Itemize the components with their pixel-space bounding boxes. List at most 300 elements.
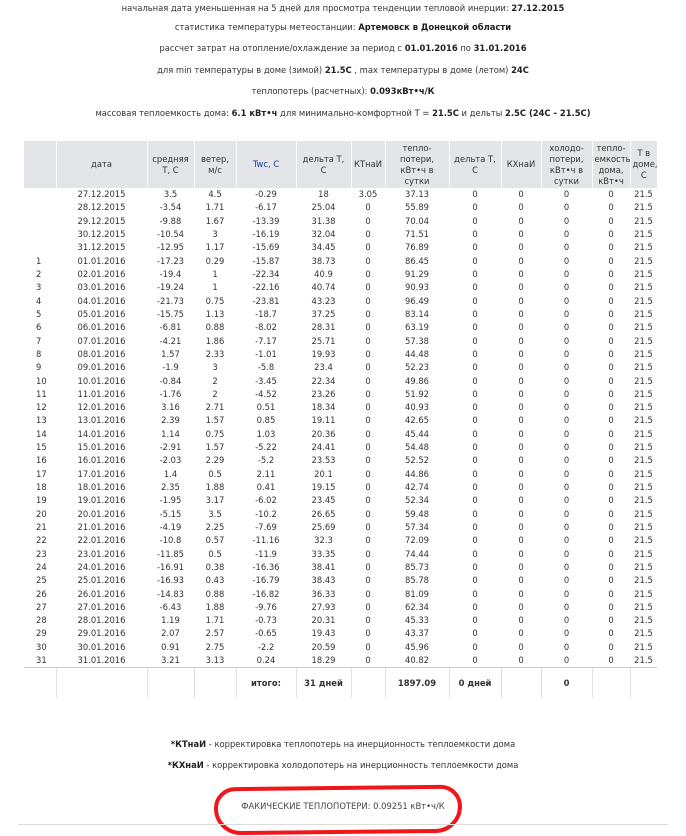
table-cell: 20.31 xyxy=(311,615,336,626)
table-cell: 16.01.2016 xyxy=(77,455,126,466)
table-cell: 2.33 xyxy=(205,348,225,359)
table-cell: -22.16 xyxy=(252,282,280,293)
table-cell: 33.35 xyxy=(311,548,336,559)
table-row xyxy=(24,587,657,600)
table-cell: 21.5 xyxy=(634,601,653,612)
table-cell: -0.29 xyxy=(255,189,277,200)
table-cell: 29 xyxy=(36,628,47,639)
totals-row xyxy=(24,668,657,699)
table-cell: 0 xyxy=(518,282,524,293)
table-row xyxy=(24,215,657,228)
table-cell: 0 xyxy=(472,521,478,532)
table-cell: 21.01.2016 xyxy=(77,521,126,532)
table-cell: 0 xyxy=(472,482,478,493)
column-header: дельта Т, С xyxy=(296,141,351,188)
table-cell: 1.67 xyxy=(205,215,225,226)
table-cell: 0 xyxy=(608,641,614,652)
table-cell: 0 xyxy=(518,229,524,240)
table-cell: 0 xyxy=(608,561,614,572)
table-cell: -0.65 xyxy=(255,628,277,639)
table-cell: 23.53 xyxy=(311,455,336,466)
table-cell: 14.01.2016 xyxy=(77,428,126,439)
table-cell: 20 xyxy=(36,508,47,519)
table-cell: 0 xyxy=(472,575,478,586)
table-cell: 31.12.2015 xyxy=(77,242,126,253)
table-cell: 32.3 xyxy=(314,535,333,546)
table-cell: 0 xyxy=(365,215,371,226)
table-cell: 0 xyxy=(365,335,371,346)
table-cell: 27 xyxy=(36,601,47,612)
table-cell: 1.4 xyxy=(163,468,178,479)
table-cell: 13.01.2016 xyxy=(77,415,126,426)
table-cell: 0 xyxy=(365,561,371,572)
table-row xyxy=(24,308,657,321)
table-cell: -4.52 xyxy=(255,388,277,399)
table-cell: -4.19 xyxy=(159,521,182,532)
table-cell: 0.75 xyxy=(205,295,225,306)
table-row xyxy=(24,508,657,521)
table-row xyxy=(24,441,657,454)
table-cell: 0 xyxy=(608,215,614,226)
table-cell: 3.05 xyxy=(358,189,378,200)
table-cell: 0 xyxy=(472,655,478,666)
table-cell: 40.82 xyxy=(405,655,429,666)
table-cell: 45.33 xyxy=(405,615,429,626)
table-cell: 54.48 xyxy=(405,442,429,453)
table-cell: 0.38 xyxy=(205,561,225,572)
table-cell: 72.09 xyxy=(405,535,429,546)
table-row xyxy=(24,481,657,494)
table-cell: 28.12.2015 xyxy=(77,202,126,213)
table-cell: 30.12.2015 xyxy=(77,229,126,240)
column-header: ветер, м/с xyxy=(194,141,236,188)
table-cell: 57.38 xyxy=(405,335,429,346)
table-row xyxy=(24,241,657,254)
table-cell: 0 xyxy=(563,535,570,546)
table-cell: 0 xyxy=(518,295,524,306)
table-cell: 23.4 xyxy=(314,362,333,373)
table-cell: 3.13 xyxy=(205,655,225,666)
table-cell: 25.04 xyxy=(311,202,336,213)
table-row xyxy=(24,268,657,281)
table-cell: 90.93 xyxy=(405,282,429,293)
table-cell: 0 xyxy=(518,242,524,253)
table-cell: 21.5 xyxy=(634,282,653,293)
table-cell: 0 xyxy=(608,189,614,200)
column-header: дата xyxy=(56,141,147,188)
table-row xyxy=(24,614,657,627)
table-cell: 3.17 xyxy=(205,495,225,506)
table-cell: 63.19 xyxy=(405,322,429,333)
table-cell: 12.01.2016 xyxy=(77,402,126,413)
total-days-heat: 31 дней xyxy=(296,668,351,699)
table-cell: 05.01.2016 xyxy=(77,308,126,319)
table-cell: 0 xyxy=(365,455,371,466)
table-cell: 34.45 xyxy=(311,242,336,253)
table-cell: 74.44 xyxy=(405,548,429,559)
table-cell: 0 xyxy=(608,322,614,333)
table-cell: 38.43 xyxy=(311,575,336,586)
table-cell: 0 xyxy=(563,415,570,426)
table-cell: 18.34 xyxy=(311,402,336,413)
table-cell: 26.65 xyxy=(311,508,336,519)
table-cell: 76.89 xyxy=(405,242,429,253)
temperature-line: для min температуры в доме (зимой) 21.5C , max температуры в доме (летом) 24C xyxy=(157,64,529,75)
table-cell: 0 xyxy=(563,455,570,466)
table-cell: -23.81 xyxy=(252,295,280,306)
table-cell: 0 xyxy=(518,601,524,612)
heat-loss-line: теплопотерь (расчетных): 0.093кВт•ч/К xyxy=(251,86,435,97)
table-cell: 18 xyxy=(36,482,47,493)
table-cell: 27.12.2015 xyxy=(77,189,126,200)
table-cell: -4.21 xyxy=(159,335,182,346)
table-cell: 0 xyxy=(365,482,371,493)
table-row xyxy=(24,374,657,387)
table-row xyxy=(24,321,657,334)
table-cell: 21.5 xyxy=(634,362,653,373)
table-cell: 0 xyxy=(563,242,570,253)
table-cell: 0 xyxy=(472,322,478,333)
table-cell: 21.5 xyxy=(634,548,653,559)
table-cell: 22.01.2016 xyxy=(77,535,126,546)
footnote-ktnai: *КТнаИ - корректировка теплопотерь на инерционность теплоемкости дома xyxy=(170,739,516,749)
table-cell: 43.37 xyxy=(405,628,429,639)
table-cell: 0.24 xyxy=(256,655,276,666)
table-cell: 24.01.2016 xyxy=(77,561,126,572)
table-cell: 3.21 xyxy=(161,655,180,666)
table-cell: 21.5 xyxy=(634,628,653,639)
table-cell: 19.15 xyxy=(311,482,336,493)
table-cell: 26.01.2016 xyxy=(77,588,126,599)
table-cell: 0 xyxy=(472,375,478,386)
table-cell: 0 xyxy=(472,535,478,546)
table-cell: -10.8 xyxy=(159,535,182,546)
total-empty-cell xyxy=(630,668,657,699)
table-cell: 0 xyxy=(608,282,614,293)
table-cell: 6 xyxy=(36,322,42,333)
table-cell: 2.35 xyxy=(161,482,180,493)
table-cell: 0 xyxy=(365,295,371,306)
table-cell: 62.34 xyxy=(405,601,429,612)
footnote-kxnai: *КХнаИ - корректировка холодопотерь на инерционность теплоемкости дома xyxy=(167,760,519,770)
table-cell: 01.01.2016 xyxy=(77,255,126,266)
table-cell: 0 xyxy=(472,415,478,426)
table-cell: 0 xyxy=(518,521,524,532)
table-cell: 0 xyxy=(563,229,570,240)
table-cell: 11.01.2016 xyxy=(77,388,126,399)
table-cell: -12.95 xyxy=(157,242,184,253)
total-empty-cell xyxy=(592,668,630,699)
table-cell: 59.48 xyxy=(405,508,429,519)
table-cell: 0 xyxy=(472,202,478,213)
table-cell: -15.69 xyxy=(252,242,280,253)
table-cell: 0.85 xyxy=(256,415,276,426)
table-cell: 0 xyxy=(365,362,371,373)
table-cell: 0 xyxy=(563,269,570,280)
table-cell: -6.43 xyxy=(159,601,182,612)
table-cell: 0 xyxy=(472,641,478,652)
table-cell: 0.51 xyxy=(256,402,276,413)
table-cell: 0 xyxy=(518,255,524,266)
table-cell: 03.01.2016 xyxy=(77,282,126,293)
table-cell: -2.91 xyxy=(159,442,182,453)
table-cell: 21.5 xyxy=(634,215,653,226)
table-cell: -2.2 xyxy=(257,641,275,652)
table-cell xyxy=(24,215,56,228)
actual-heat-loss: ФАКИЧЕСКИЕ ТЕПЛОПОТЕРИ: 0.09251 кВт•ч/К xyxy=(241,801,445,811)
table-cell: 21.5 xyxy=(634,482,653,493)
table-cell: 21.5 xyxy=(634,521,653,532)
table-cell: 0 xyxy=(518,561,524,572)
table-cell: 24 xyxy=(36,561,47,572)
table-cell: -3.45 xyxy=(255,375,277,386)
table-cell: 0 xyxy=(563,388,570,399)
table-cell: 71.51 xyxy=(405,229,429,240)
table-cell: 85.73 xyxy=(405,561,429,572)
table-cell: 0.57 xyxy=(205,535,225,546)
table-cell: 0 xyxy=(472,615,478,626)
table-row xyxy=(24,401,657,414)
table-cell: 0 xyxy=(608,229,614,240)
table-cell: 0 xyxy=(518,615,524,626)
table-row xyxy=(24,574,657,587)
table-cell: 31.01.2016 xyxy=(77,655,126,666)
table-cell: 1.14 xyxy=(161,428,180,439)
table-cell: 22.34 xyxy=(311,375,336,386)
table-row xyxy=(24,201,657,214)
table-cell: 20.01.2016 xyxy=(77,508,126,519)
table-cell: 3 xyxy=(212,229,218,240)
table-cell: -16.91 xyxy=(157,561,184,572)
table-cell: 21.5 xyxy=(634,375,653,386)
table-cell: 10 xyxy=(36,375,47,386)
bottom-divider xyxy=(18,824,668,836)
table-cell xyxy=(24,241,56,254)
table-cell: -13.39 xyxy=(252,215,280,226)
table-cell: 23.26 xyxy=(311,388,336,399)
table-cell: 0 xyxy=(365,229,371,240)
table-cell: 0 xyxy=(563,308,570,319)
table-cell: 37.25 xyxy=(311,308,336,319)
table-cell: 3 xyxy=(212,362,218,373)
table-cell: 0 xyxy=(608,548,614,559)
table-cell: 19 xyxy=(36,495,47,506)
table-cell: 0 xyxy=(365,575,371,586)
table-cell: 1 xyxy=(212,282,218,293)
table-cell: 0 xyxy=(472,242,478,253)
table-cell: 18.01.2016 xyxy=(77,482,126,493)
table-cell: 2.39 xyxy=(161,415,180,426)
table-cell: 09.01.2016 xyxy=(77,362,126,373)
parameters-summary xyxy=(0,0,686,124)
table-cell: 5 xyxy=(36,308,42,319)
table-cell: 21.5 xyxy=(634,468,653,479)
table-cell: 1.19 xyxy=(161,615,180,626)
table-cell: 17.01.2016 xyxy=(77,468,126,479)
table-cell: -7.69 xyxy=(255,521,277,532)
table-cell: -5.8 xyxy=(257,362,275,373)
table-cell: 0 xyxy=(518,375,524,386)
table-cell: 0 xyxy=(608,655,614,666)
table-cell: 30.01.2016 xyxy=(77,641,126,652)
table-cell: 0 xyxy=(608,375,614,386)
table-cell: 3.5 xyxy=(163,189,178,200)
column-header: КХнаИ xyxy=(501,141,541,188)
table-cell: 0.91 xyxy=(161,641,180,652)
table-cell: -16.79 xyxy=(252,575,280,586)
table-cell: -11.16 xyxy=(252,535,280,546)
table-cell: 42.65 xyxy=(405,415,429,426)
table-cell: 0.88 xyxy=(205,588,225,599)
table-cell: 21.5 xyxy=(634,295,653,306)
table-cell: 0 xyxy=(563,428,570,439)
table-cell: -3.54 xyxy=(159,202,182,213)
table-cell: 2 xyxy=(212,388,218,399)
table-cell: -19.4 xyxy=(159,269,182,280)
table-cell: 43.23 xyxy=(311,295,336,306)
table-cell: 1.57 xyxy=(205,442,225,453)
table-cell: 45.96 xyxy=(405,641,429,652)
table-cell: -14.83 xyxy=(157,588,184,599)
table-cell: 0.75 xyxy=(205,428,225,439)
table-cell: 04.01.2016 xyxy=(77,295,126,306)
table-cell: -5.15 xyxy=(159,508,182,519)
table-cell: 0 xyxy=(472,269,478,280)
table-cell: 2.75 xyxy=(205,641,225,652)
table-cell: 0 xyxy=(563,402,570,413)
table-cell: 21.5 xyxy=(634,335,653,346)
table-cell: 0 xyxy=(472,548,478,559)
table-cell: -0.73 xyxy=(255,615,277,626)
table-cell: 0 xyxy=(563,255,570,266)
period-line: рассчет затрат на отопление/охлаждение за период с 01.01.2016 по 31.01.2016 xyxy=(159,43,527,54)
table-cell: 06.01.2016 xyxy=(77,322,126,333)
table-cell: 0 xyxy=(472,229,478,240)
table-cell: 0 xyxy=(563,575,570,586)
table-cell: 42.74 xyxy=(405,482,429,493)
table-cell: 0 xyxy=(518,428,524,439)
table-cell: 0 xyxy=(608,388,614,399)
table-cell: 0 xyxy=(563,655,570,666)
table-cell: 0 xyxy=(365,508,371,519)
table-cell: 0 xyxy=(472,362,478,373)
column-header: холодо-потери, кВт•ч в сутки xyxy=(541,141,592,188)
table-cell: 38.41 xyxy=(311,561,336,572)
table-cell: -10.2 xyxy=(255,508,277,519)
table-cell: -10.54 xyxy=(157,229,184,240)
table-cell: 12 xyxy=(36,402,47,413)
table-cell: 0 xyxy=(365,535,371,546)
table-cell: 0 xyxy=(365,495,371,506)
table-cell: 21.5 xyxy=(634,655,653,666)
table-cell: 0 xyxy=(472,215,478,226)
table-cell: 0 xyxy=(365,615,371,626)
table-cell: 0 xyxy=(518,535,524,546)
table-cell: 52.23 xyxy=(405,362,429,373)
table-cell: -6.81 xyxy=(159,322,182,333)
table-cell: 0 xyxy=(472,335,478,346)
table-cell: 96.49 xyxy=(405,295,429,306)
table-row xyxy=(24,454,657,467)
table-cell: 0 xyxy=(563,561,570,572)
table-cell: 29.01.2016 xyxy=(77,628,126,639)
table-cell: 1 xyxy=(36,255,42,266)
table-cell: 1.13 xyxy=(205,308,225,319)
table-cell: 0 xyxy=(518,495,524,506)
table-cell: 40.9 xyxy=(314,269,333,280)
table-cell: 0 xyxy=(608,295,614,306)
table-cell: 21 xyxy=(36,521,47,532)
table-cell: 0 xyxy=(608,575,614,586)
table-cell: 40.93 xyxy=(405,402,429,413)
table-cell: 0 xyxy=(472,282,478,293)
table-cell: 0.41 xyxy=(256,482,276,493)
table-cell: 9 xyxy=(36,362,42,373)
table-cell: -7.17 xyxy=(255,335,277,346)
table-cell: 4.5 xyxy=(208,189,222,200)
table-row xyxy=(24,521,657,534)
table-cell: 15 xyxy=(36,442,47,453)
table-cell: 0 xyxy=(608,348,614,359)
table-cell: 0 xyxy=(365,348,371,359)
table-cell: 0 xyxy=(563,348,570,359)
table-cell: 0 xyxy=(365,375,371,386)
table-cell: 1.17 xyxy=(205,242,225,253)
table-cell: -16.19 xyxy=(252,229,280,240)
table-row xyxy=(24,561,657,574)
table-cell: 0 xyxy=(608,508,614,519)
table-row xyxy=(24,547,657,560)
table-cell: 1.88 xyxy=(205,601,225,612)
table-cell: 0 xyxy=(518,628,524,639)
table-cell: 0 xyxy=(472,348,478,359)
table-cell: 85.78 xyxy=(405,575,429,586)
table-cell: 38.73 xyxy=(311,255,336,266)
table-cell: 0 xyxy=(518,362,524,373)
table-cell: 0 xyxy=(608,468,614,479)
table-cell: 0 xyxy=(365,388,371,399)
table-cell: 3.5 xyxy=(208,508,222,519)
table-row xyxy=(24,295,657,308)
table-cell: 0 xyxy=(563,615,570,626)
table-cell: -19.24 xyxy=(157,282,184,293)
table-cell: 0 xyxy=(472,588,478,599)
table-cell: 21.5 xyxy=(634,322,653,333)
table-cell: 21.5 xyxy=(634,202,653,213)
table-cell: 0 xyxy=(518,402,524,413)
table-cell: 28 xyxy=(36,615,47,626)
table-row xyxy=(24,255,657,268)
table-row xyxy=(24,468,657,481)
table-cell: 45.44 xyxy=(405,428,429,439)
table-cell: -18.7 xyxy=(255,308,277,319)
total-label: итого: xyxy=(236,668,296,699)
table-cell: 19.93 xyxy=(311,348,336,359)
table-cell: -1.76 xyxy=(159,388,182,399)
table-cell: -16.93 xyxy=(157,575,184,586)
table-cell: 0 xyxy=(472,428,478,439)
table-cell: 81.09 xyxy=(405,588,429,599)
table-cell: -15.75 xyxy=(157,308,184,319)
table-cell: 44.86 xyxy=(405,468,429,479)
table-cell: 0 xyxy=(365,521,371,532)
table-row xyxy=(24,361,657,374)
table-cell: 52.34 xyxy=(405,495,429,506)
table-cell: 0 xyxy=(563,442,570,453)
column-header xyxy=(24,141,56,188)
table-cell: 0 xyxy=(563,295,570,306)
table-cell: 1.57 xyxy=(205,415,225,426)
